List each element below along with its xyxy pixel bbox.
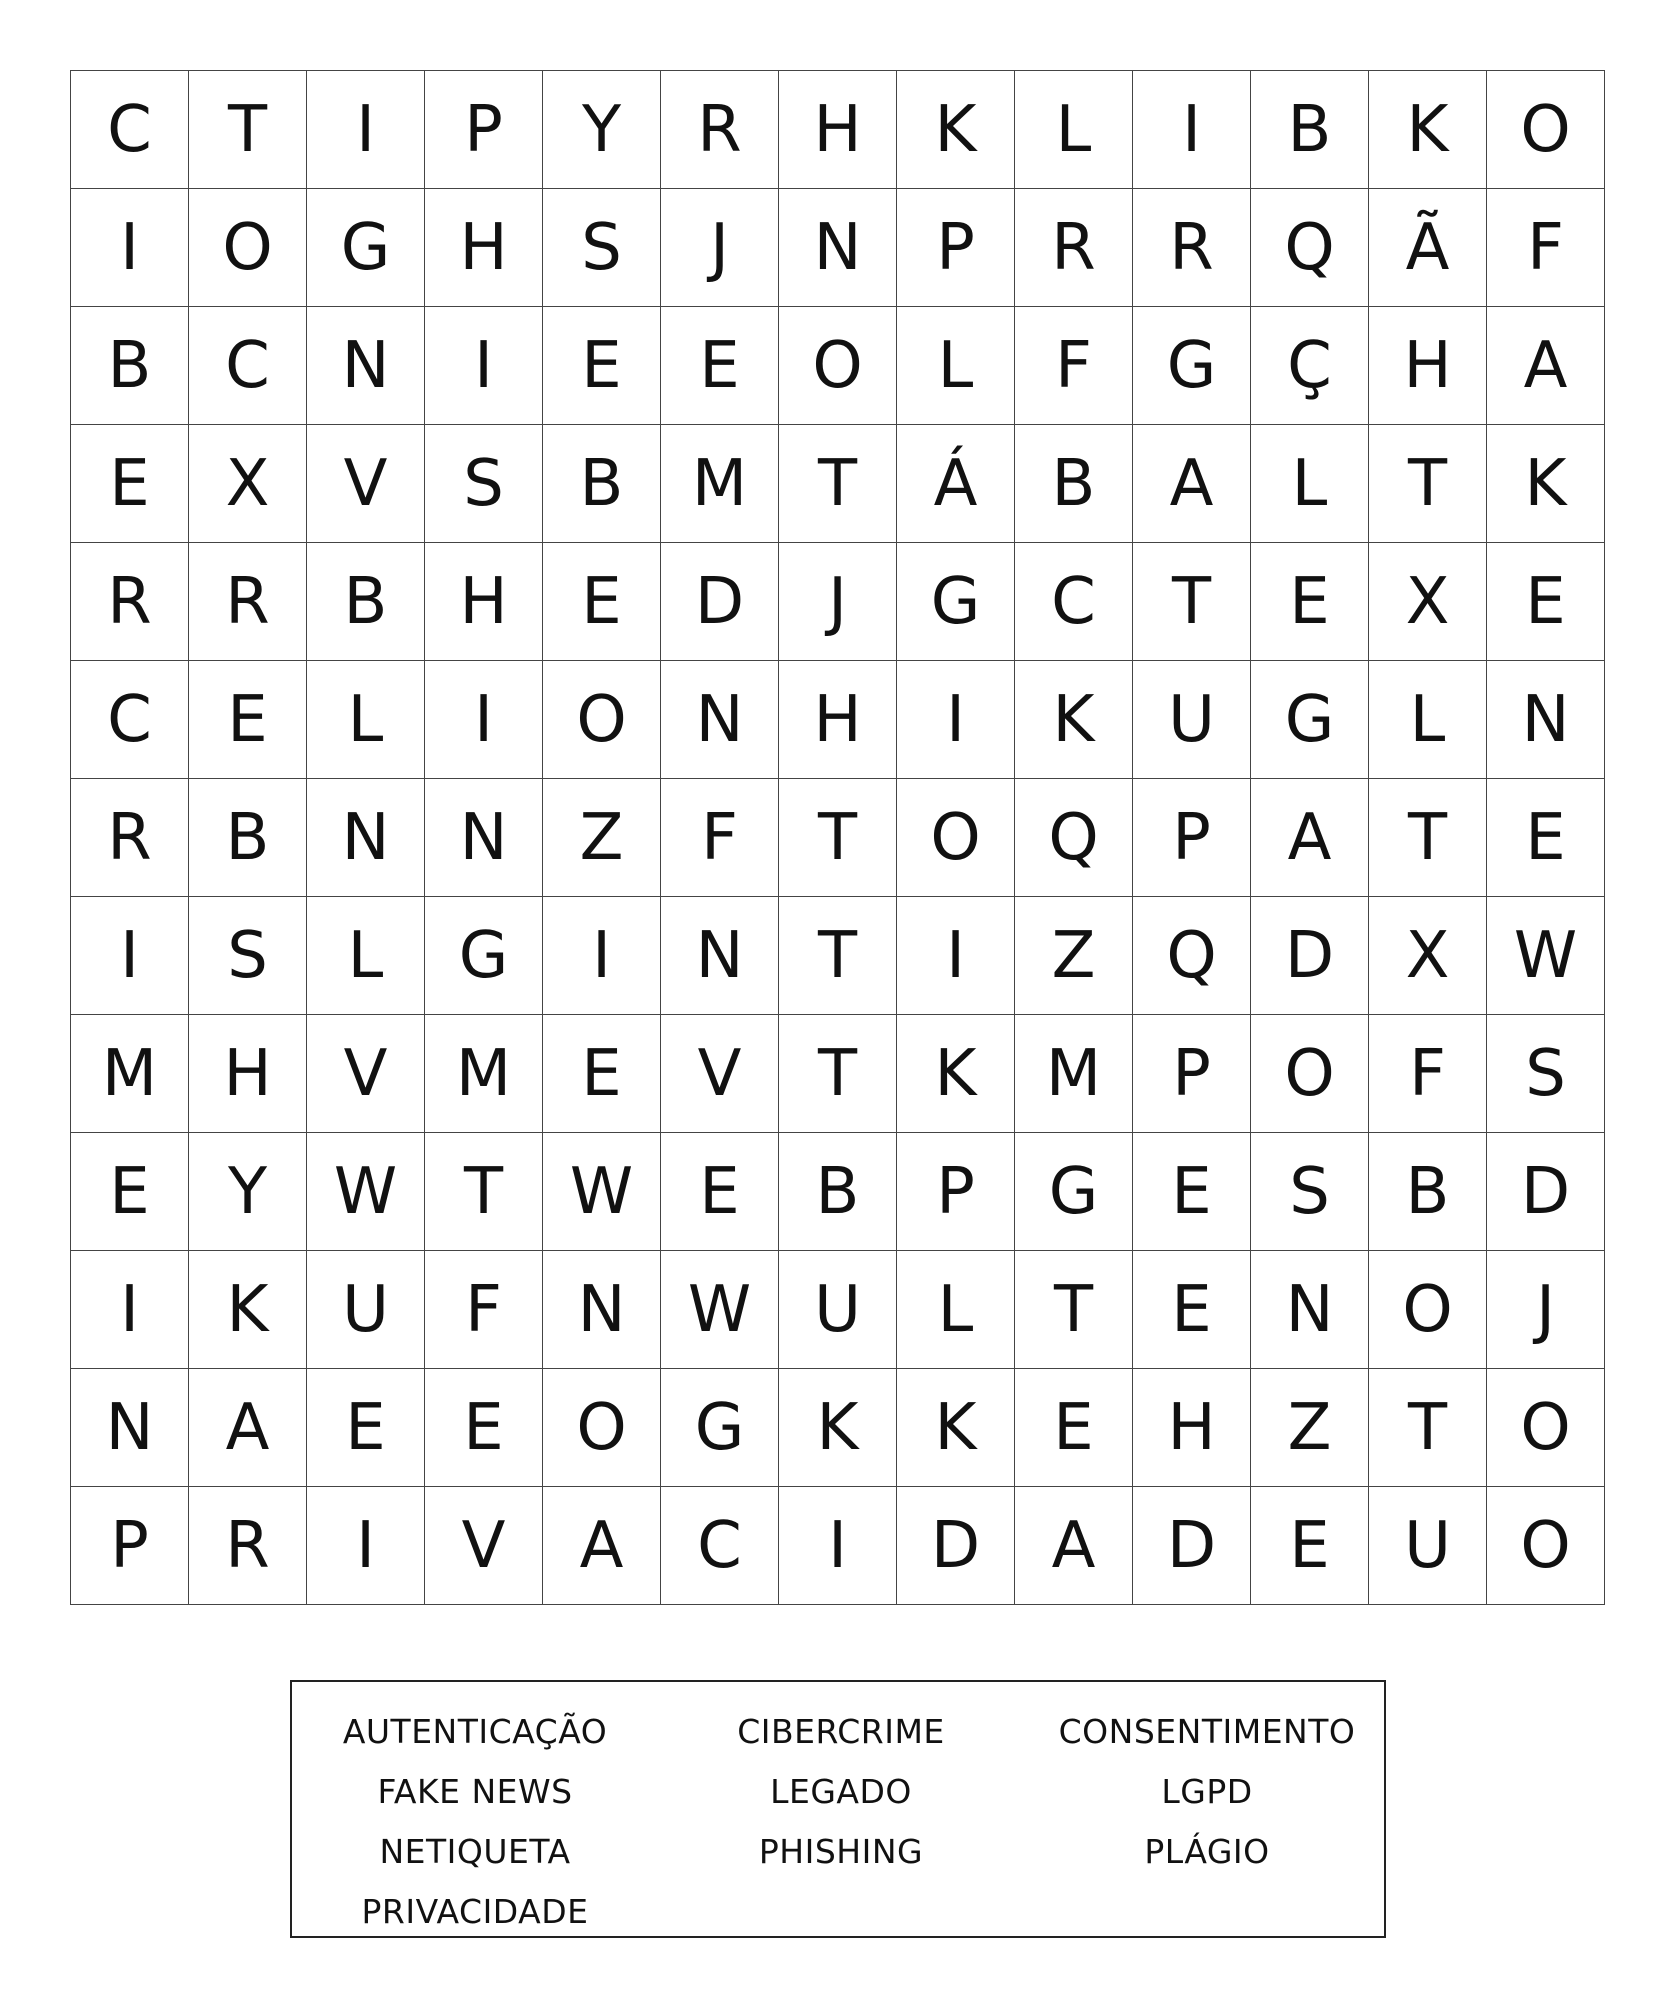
grid-cell[interactable]: U [1133, 661, 1251, 779]
grid-cell[interactable]: I [425, 307, 543, 425]
grid-cell[interactable]: P [1133, 779, 1251, 897]
grid-cell[interactable]: E [543, 1015, 661, 1133]
word-list-item: AUTENTICAÇÃO [342, 1712, 608, 1751]
grid-cell[interactable]: N [425, 779, 543, 897]
grid-cell[interactable]: B [189, 779, 307, 897]
grid-cell[interactable]: B [779, 1133, 897, 1251]
grid-cell[interactable]: G [1251, 661, 1369, 779]
grid-cell[interactable]: W [543, 1133, 661, 1251]
grid-cell[interactable]: O [779, 307, 897, 425]
grid-cell[interactable]: L [307, 897, 425, 1015]
grid-cell[interactable]: N [1487, 661, 1605, 779]
grid-cell[interactable]: O [1251, 1015, 1369, 1133]
grid-cell[interactable]: A [1251, 779, 1369, 897]
grid-cell[interactable]: H [189, 1015, 307, 1133]
grid-cell[interactable]: I [71, 897, 189, 1015]
grid-cell[interactable]: U [779, 1251, 897, 1369]
grid-cell[interactable]: O [1369, 1251, 1487, 1369]
grid-cell[interactable]: C [661, 1487, 779, 1605]
grid-cell[interactable]: P [897, 1133, 1015, 1251]
grid-cell[interactable]: K [1369, 71, 1487, 189]
grid-cell[interactable]: D [897, 1487, 1015, 1605]
grid-cell[interactable]: E [1251, 543, 1369, 661]
word-list-box [290, 1680, 1386, 1938]
grid-cell[interactable]: I [897, 661, 1015, 779]
grid-cell[interactable]: Y [189, 1133, 307, 1251]
grid-cell[interactable]: E [661, 1133, 779, 1251]
grid-cell[interactable]: O [543, 661, 661, 779]
grid-cell[interactable]: G [1133, 307, 1251, 425]
grid-cell[interactable]: H [779, 71, 897, 189]
grid-cell[interactable]: C [71, 661, 189, 779]
grid-cell[interactable]: I [71, 1251, 189, 1369]
grid-cell[interactable]: S [543, 189, 661, 307]
grid-cell[interactable]: N [1251, 1251, 1369, 1369]
grid-cell[interactable]: R [71, 543, 189, 661]
grid-cell[interactable]: A [1015, 1487, 1133, 1605]
grid-cell[interactable]: K [897, 1369, 1015, 1487]
word-list-item: CONSENTIMENTO [1058, 1712, 1356, 1751]
grid-cell[interactable]: O [189, 189, 307, 307]
grid-cell[interactable]: V [425, 1487, 543, 1605]
grid-cell[interactable]: V [661, 1015, 779, 1133]
grid-cell[interactable]: D [661, 543, 779, 661]
grid-cell[interactable]: T [189, 71, 307, 189]
grid-cell[interactable]: O [1487, 1369, 1605, 1487]
grid-cell[interactable]: M [1015, 1015, 1133, 1133]
grid-cell[interactable]: C [189, 307, 307, 425]
grid-cell[interactable]: O [897, 779, 1015, 897]
grid-cell[interactable]: F [425, 1251, 543, 1369]
grid-cell[interactable]: W [661, 1251, 779, 1369]
grid-cell[interactable]: H [425, 189, 543, 307]
grid-cell[interactable]: K [897, 1015, 1015, 1133]
grid-cell[interactable]: P [425, 71, 543, 189]
grid-cell[interactable]: G [307, 189, 425, 307]
grid-cell[interactable]: D [1251, 897, 1369, 1015]
word-list-item: PLÁGIO [1144, 1832, 1270, 1871]
word-list-item: PHISHING [758, 1832, 924, 1871]
grid-cell[interactable]: A [543, 1487, 661, 1605]
grid-cell[interactable]: E [71, 1133, 189, 1251]
grid-cell[interactable]: L [307, 661, 425, 779]
grid-cell[interactable]: O [1487, 71, 1605, 189]
grid-cell[interactable]: U [1369, 1487, 1487, 1605]
grid-cell[interactable]: N [71, 1369, 189, 1487]
word-list-item: PRIVACIDADE [361, 1892, 589, 1931]
grid-cell[interactable]: B [1251, 71, 1369, 189]
word-list-item: FAKE NEWS [377, 1772, 573, 1811]
grid-cell[interactable]: O [1487, 1487, 1605, 1605]
grid-cell[interactable]: B [307, 543, 425, 661]
grid-cell[interactable]: B [1369, 1133, 1487, 1251]
grid-cell[interactable]: G [897, 543, 1015, 661]
grid-cell[interactable]: R [71, 779, 189, 897]
grid-cell[interactable]: J [779, 543, 897, 661]
grid-cell[interactable]: W [307, 1133, 425, 1251]
grid-cell[interactable]: S [1251, 1133, 1369, 1251]
grid-cell[interactable]: Z [1015, 897, 1133, 1015]
grid-cell[interactable]: E [543, 543, 661, 661]
grid-cell[interactable]: V [307, 425, 425, 543]
grid-cell[interactable]: E [1133, 1133, 1251, 1251]
grid-cell[interactable]: Q [1015, 779, 1133, 897]
grid-cell[interactable]: M [71, 1015, 189, 1133]
word-list-item: CIBERCRIME [737, 1712, 945, 1751]
word-list-item: LEGADO [770, 1772, 912, 1811]
grid-cell[interactable]: R [189, 1487, 307, 1605]
grid-cell[interactable]: F [1487, 189, 1605, 307]
grid-cell[interactable]: E [661, 307, 779, 425]
grid-cell[interactable]: N [543, 1251, 661, 1369]
grid-cell[interactable]: E [1133, 1251, 1251, 1369]
grid-cell[interactable]: R [189, 543, 307, 661]
grid-cell[interactable]: K [897, 71, 1015, 189]
grid-cell[interactable]: T [1369, 1369, 1487, 1487]
grid-cell[interactable]: A [189, 1369, 307, 1487]
grid-cell[interactable]: K [779, 1369, 897, 1487]
grid-cell[interactable]: L [897, 1251, 1015, 1369]
grid-cell[interactable]: M [661, 425, 779, 543]
grid-cell[interactable]: B [543, 425, 661, 543]
grid-cell[interactable]: T [1015, 1251, 1133, 1369]
grid-cell[interactable]: T [1369, 425, 1487, 543]
grid-cell[interactable]: G [1015, 1133, 1133, 1251]
grid-cell[interactable]: I [71, 189, 189, 307]
grid-cell[interactable]: X [1369, 897, 1487, 1015]
grid-cell[interactable]: E [189, 661, 307, 779]
grid-cell[interactable]: L [1369, 661, 1487, 779]
word-search-grid [70, 70, 1605, 1605]
grid-cell[interactable]: R [1015, 189, 1133, 307]
grid-cell[interactable]: E [1487, 779, 1605, 897]
grid-cell[interactable]: K [189, 1251, 307, 1369]
grid-cell[interactable]: S [1487, 1015, 1605, 1133]
grid-cell[interactable]: C [71, 71, 189, 189]
grid-cell[interactable]: Á [897, 425, 1015, 543]
grid-cell[interactable]: E [1487, 543, 1605, 661]
grid-cell[interactable]: I [307, 71, 425, 189]
grid-cell[interactable]: D [1487, 1133, 1605, 1251]
grid-cell[interactable]: E [71, 425, 189, 543]
grid-cell[interactable]: B [71, 307, 189, 425]
grid-cell[interactable]: Ç [1251, 307, 1369, 425]
grid-cell[interactable]: I [897, 897, 1015, 1015]
grid-cell[interactable]: T [1133, 543, 1251, 661]
grid-cell[interactable]: N [307, 779, 425, 897]
grid-cell[interactable]: Z [543, 779, 661, 897]
grid-cell[interactable]: T [779, 425, 897, 543]
grid-cell[interactable]: I [543, 897, 661, 1015]
grid-cell[interactable]: E [425, 1369, 543, 1487]
grid-cell[interactable]: M [425, 1015, 543, 1133]
grid-cell[interactable]: T [425, 1133, 543, 1251]
grid-cell[interactable]: H [779, 661, 897, 779]
grid-cell[interactable]: P [71, 1487, 189, 1605]
grid-cell[interactable]: F [1369, 1015, 1487, 1133]
grid-cell[interactable]: A [1133, 425, 1251, 543]
grid-cell[interactable]: K [1487, 425, 1605, 543]
grid-cell[interactable]: T [779, 1015, 897, 1133]
grid-cell[interactable]: D [1133, 1487, 1251, 1605]
grid-cell[interactable]: S [425, 425, 543, 543]
grid-cell[interactable]: F [661, 779, 779, 897]
grid-cell[interactable]: I [1133, 71, 1251, 189]
grid-cell[interactable]: S [189, 897, 307, 1015]
grid-cell[interactable]: H [425, 543, 543, 661]
grid-cell[interactable]: L [1015, 71, 1133, 189]
grid-cell[interactable]: H [1133, 1369, 1251, 1487]
word-list-item: NETIQUETA [379, 1832, 571, 1871]
grid-cell[interactable]: N [779, 189, 897, 307]
grid-cell[interactable]: Q [1251, 189, 1369, 307]
grid-cell[interactable]: E [1015, 1369, 1133, 1487]
grid-cell[interactable]: T [1369, 779, 1487, 897]
grid-cell[interactable]: Ã [1369, 189, 1487, 307]
grid-cell[interactable]: I [307, 1487, 425, 1605]
grid-cell[interactable]: T [779, 897, 897, 1015]
grid-cell[interactable]: N [661, 661, 779, 779]
grid-cell[interactable]: R [661, 71, 779, 189]
grid-cell[interactable]: F [1015, 307, 1133, 425]
grid-cell[interactable]: P [897, 189, 1015, 307]
grid-cell[interactable]: H [1369, 307, 1487, 425]
grid-cell[interactable]: K [1015, 661, 1133, 779]
grid-cell[interactable]: N [661, 897, 779, 1015]
grid-cell[interactable]: R [1133, 189, 1251, 307]
grid-cell[interactable]: X [189, 425, 307, 543]
grid-cell[interactable]: E [1251, 1487, 1369, 1605]
grid-cell[interactable]: W [1487, 897, 1605, 1015]
grid-cell[interactable]: N [307, 307, 425, 425]
grid-cell[interactable]: Z [1251, 1369, 1369, 1487]
word-list [292, 1702, 1384, 1942]
grid-cell[interactable]: L [1251, 425, 1369, 543]
grid-cell[interactable]: T [779, 779, 897, 897]
grid-cell[interactable]: A [1487, 307, 1605, 425]
grid-cell[interactable]: B [1015, 425, 1133, 543]
grid-cell[interactable]: O [543, 1369, 661, 1487]
grid-cell[interactable]: C [1015, 543, 1133, 661]
grid-cell[interactable]: V [307, 1015, 425, 1133]
grid-cell[interactable]: E [543, 307, 661, 425]
grid-cell[interactable]: J [1487, 1251, 1605, 1369]
grid-cell[interactable]: P [1133, 1015, 1251, 1133]
grid-cell[interactable]: X [1369, 543, 1487, 661]
grid-cell[interactable]: J [661, 189, 779, 307]
grid-cell[interactable]: Y [543, 71, 661, 189]
grid-cell[interactable]: G [661, 1369, 779, 1487]
grid-cell[interactable]: E [307, 1369, 425, 1487]
grid-cell[interactable]: Q [1133, 897, 1251, 1015]
word-list-item: LGPD [1161, 1772, 1253, 1811]
grid-cell[interactable]: U [307, 1251, 425, 1369]
grid-cell[interactable]: L [897, 307, 1015, 425]
grid-cell[interactable]: I [779, 1487, 897, 1605]
grid-cell[interactable]: I [425, 661, 543, 779]
grid-cell[interactable]: G [425, 897, 543, 1015]
